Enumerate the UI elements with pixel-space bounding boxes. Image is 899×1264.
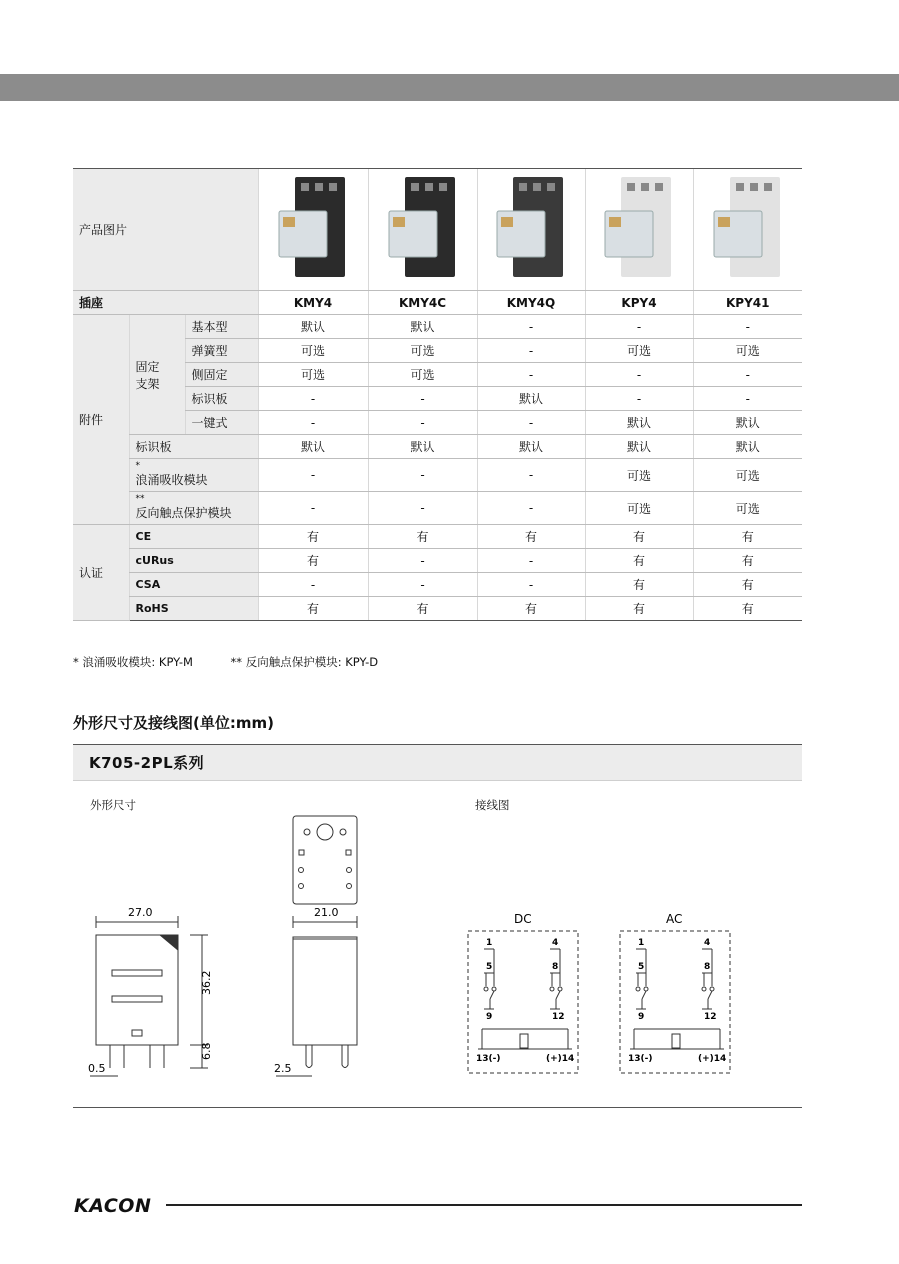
product-image xyxy=(258,169,368,291)
terminal-label: 9 xyxy=(638,1012,645,1022)
terminal-label: 12 xyxy=(552,1012,565,1022)
coil-terminal-negative: 13(-) xyxy=(628,1054,653,1064)
table-cell: 有 xyxy=(477,597,585,621)
dimension-drawing xyxy=(80,810,380,1085)
table-cell: 可选 xyxy=(368,363,477,387)
terminal-label: 1 xyxy=(486,938,493,948)
wiring-diagram xyxy=(462,905,742,1080)
product-image xyxy=(477,169,585,291)
table-cell: 可选 xyxy=(693,492,802,525)
dim-offset1: 0.5 xyxy=(88,1062,106,1075)
dim-width: 27.0 xyxy=(128,906,153,919)
table-cell: 默认 xyxy=(368,315,477,339)
bracket-row-label: 基本型 xyxy=(185,315,258,339)
coil-terminal-positive: (+)14 xyxy=(698,1054,727,1064)
table-cell: 有 xyxy=(693,525,802,549)
accessory-name: 浪涌吸收模块 xyxy=(135,473,208,487)
terminal-label: 8 xyxy=(552,962,559,972)
table-cell: - xyxy=(477,549,585,573)
product-image xyxy=(693,169,802,291)
table-cell: - xyxy=(477,411,585,435)
table-cell: 可选 xyxy=(585,492,693,525)
model-kpy4: KPY4 xyxy=(585,291,693,315)
accessory-row-label xyxy=(129,492,258,525)
table-cell: - xyxy=(258,459,368,492)
dimension-label: 外形尺寸 xyxy=(90,798,136,812)
relay-side-view xyxy=(276,916,357,1076)
accessory-name: 标识板 xyxy=(135,440,172,454)
table-cell: 默认 xyxy=(477,387,585,411)
wiring-frame xyxy=(620,931,730,1073)
table-cell: - xyxy=(693,315,802,339)
table-cell: 可选 xyxy=(585,339,693,363)
dim-pin: 6.8 xyxy=(200,1042,213,1060)
table-cell: - xyxy=(477,363,585,387)
table-cell: 默认 xyxy=(368,435,477,459)
table-cell: 有 xyxy=(258,597,368,621)
table-cell: 有 xyxy=(693,549,802,573)
table-cell: 有 xyxy=(477,525,585,549)
ac-title: AC xyxy=(666,912,683,926)
socket-spec-table xyxy=(73,168,802,621)
table-cell: - xyxy=(585,315,693,339)
table-cell: 默认 xyxy=(585,435,693,459)
relay-top-view xyxy=(293,816,357,904)
table-cell: - xyxy=(693,387,802,411)
terminal-label: 5 xyxy=(486,962,493,972)
cert-mark-curus: cURus xyxy=(129,549,258,573)
bracket-row-label: 标识板 xyxy=(185,387,258,411)
model-kmy4q: KMY4Q xyxy=(477,291,585,315)
table-cell: 有 xyxy=(585,597,693,621)
footnote-surge: * 浪涌吸收模块: KPY-M xyxy=(73,655,193,669)
dc-title: DC xyxy=(514,912,532,926)
cert-mark-ce: CE xyxy=(129,525,258,549)
table-cell: 默认 xyxy=(693,435,802,459)
table-cell: 可选 xyxy=(368,339,477,363)
table-cell: - xyxy=(368,573,477,597)
coil-terminal-positive: (+)14 xyxy=(546,1054,575,1064)
table-cell: 可选 xyxy=(258,363,368,387)
terminal-label: 1 xyxy=(638,938,645,948)
group-accessory: 附件 xyxy=(73,315,129,525)
table-cell: - xyxy=(585,363,693,387)
table-cell: - xyxy=(477,339,585,363)
footer-line xyxy=(166,1204,802,1206)
kacon-logo: KACON xyxy=(74,1195,152,1217)
table-cell: 有 xyxy=(585,549,693,573)
table-cell: - xyxy=(258,387,368,411)
table-cell: 有 xyxy=(585,573,693,597)
table-cell: - xyxy=(585,387,693,411)
table-cell: - xyxy=(258,411,368,435)
wiring-label: 接线图 xyxy=(475,798,510,812)
series-bar xyxy=(73,744,802,781)
terminal-label: 8 xyxy=(704,962,711,972)
terminal-label: 5 xyxy=(638,962,645,972)
wiring-frame xyxy=(468,931,578,1073)
terminal-label: 9 xyxy=(486,1012,493,1022)
bracket-row-label: 一键式 xyxy=(185,411,258,435)
coil-symbol xyxy=(672,1034,680,1048)
table-cell: 有 xyxy=(368,525,477,549)
table-cell: 默认 xyxy=(258,315,368,339)
dim-height: 36.2 xyxy=(200,970,213,995)
table-cell: - xyxy=(258,573,368,597)
footnote-mark: * xyxy=(135,461,140,471)
dim-offset2: 2.5 xyxy=(274,1062,292,1075)
table-cell: 有 xyxy=(585,525,693,549)
relay-front-view xyxy=(90,916,208,1076)
group-cert: 认证 xyxy=(73,525,129,621)
table-cell: 默认 xyxy=(258,435,368,459)
table-cell: 默认 xyxy=(693,411,802,435)
table-cell: - xyxy=(258,492,368,525)
row-label-socket: 插座 xyxy=(73,291,258,315)
table-cell: - xyxy=(477,492,585,525)
series-title: K705-2PL系列 xyxy=(89,754,205,772)
table-cell: 默认 xyxy=(477,435,585,459)
terminal-label: 12 xyxy=(704,1012,717,1022)
bracket-row-label: 弹簧型 xyxy=(185,339,258,363)
section-divider xyxy=(73,1107,802,1108)
table-cell: - xyxy=(477,459,585,492)
model-kmy4c: KMY4C xyxy=(368,291,477,315)
table-cell: 可选 xyxy=(258,339,368,363)
model-kpy41: KPY41 xyxy=(693,291,802,315)
dim-depth: 21.0 xyxy=(314,906,339,919)
terminal-label: 4 xyxy=(552,938,559,948)
row-label-product-image: 产品图片 xyxy=(73,169,258,291)
accessory-row-label xyxy=(129,435,258,459)
table-cell: 有 xyxy=(368,597,477,621)
table-cell: - xyxy=(368,549,477,573)
product-image xyxy=(368,169,477,291)
table-cell: - xyxy=(368,411,477,435)
section-title: 外形尺寸及接线图(单位:mm) xyxy=(73,714,274,732)
header-band xyxy=(0,74,899,101)
terminal-label: 4 xyxy=(704,938,711,948)
footnotes xyxy=(73,654,412,670)
table-cell: - xyxy=(477,315,585,339)
table-cell: 可选 xyxy=(585,459,693,492)
product-image xyxy=(585,169,693,291)
table-cell: 可选 xyxy=(693,339,802,363)
table-cell: 可选 xyxy=(693,459,802,492)
group-bracket: 固定 支架 xyxy=(129,315,185,435)
accessory-row-label xyxy=(129,459,258,492)
table-cell: - xyxy=(693,363,802,387)
table-cell: - xyxy=(368,459,477,492)
coil-symbol xyxy=(520,1034,528,1048)
table-cell: 有 xyxy=(693,597,802,621)
footnote-mark: ** xyxy=(135,494,145,504)
table-cell: 有 xyxy=(258,525,368,549)
coil-terminal-negative: 13(-) xyxy=(476,1054,501,1064)
cert-mark-rohs: RoHS xyxy=(129,597,258,621)
table-cell: - xyxy=(368,492,477,525)
table-cell: - xyxy=(477,573,585,597)
cert-mark-csa: CSA xyxy=(129,573,258,597)
table-cell: 有 xyxy=(693,573,802,597)
table-cell: 默认 xyxy=(585,411,693,435)
footnote-reverse: ** 反向触点保护模块: KPY-D xyxy=(230,655,379,669)
bracket-row-label: 侧固定 xyxy=(185,363,258,387)
accessory-name: 反向触点保护模块 xyxy=(135,506,232,520)
table-cell: - xyxy=(368,387,477,411)
model-kmy4: KMY4 xyxy=(258,291,368,315)
table-cell: 有 xyxy=(258,549,368,573)
